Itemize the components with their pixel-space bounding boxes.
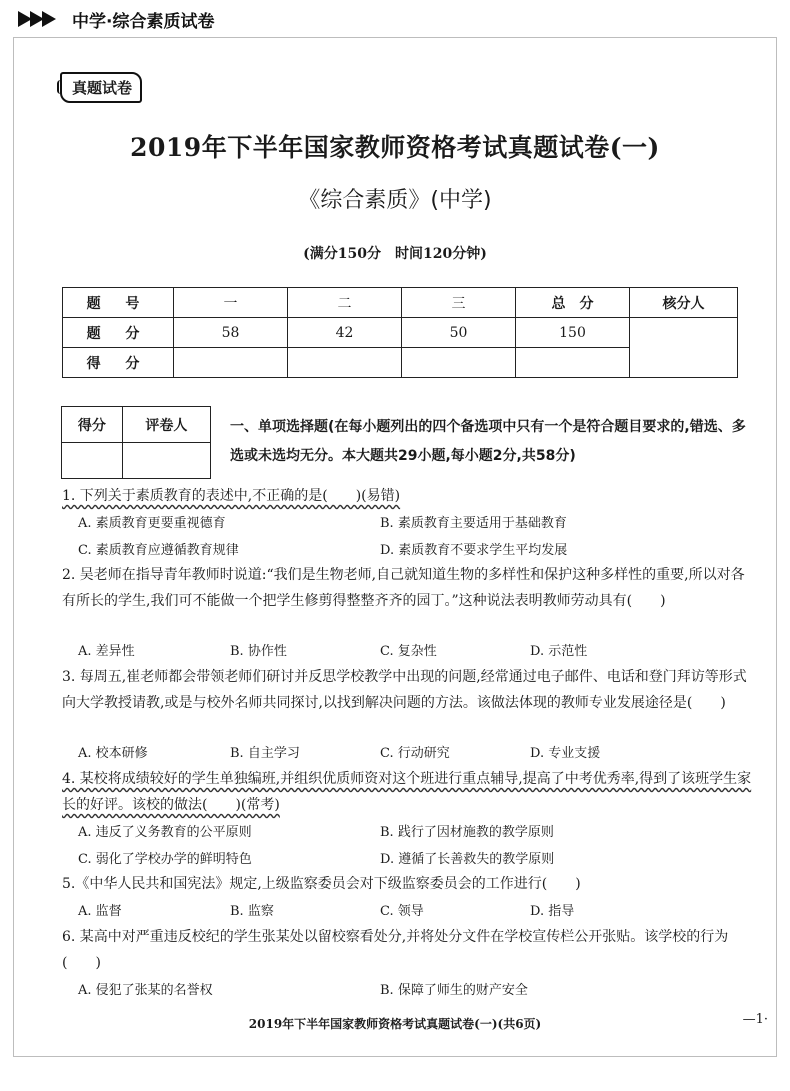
running-header — [18, 4, 214, 34]
table-cell: 题 号 — [63, 288, 174, 318]
grader-box — [61, 406, 211, 479]
option-item[interactable]: A. 校本研修 — [78, 746, 148, 761]
question-stem: 4. 某校将成绩较好的学生单独编班,并组织优质师资对这个班进行重点辅导,提高了中考优秀率,得到了该班学生家长的好评。该校的做法( )(常考) — [62, 771, 752, 813]
option-item[interactable]: B. 保障了师生的财产安全 — [380, 983, 528, 998]
table-cell: 150 — [516, 318, 630, 348]
table-cell: 核分人 — [630, 288, 738, 318]
option-item[interactable]: C. 素质教育应遵循教育规律 — [78, 543, 239, 558]
table-cell: 得 分 — [63, 348, 174, 378]
option-item[interactable]: C. 弱化了学校办学的鲜明特色 — [78, 852, 252, 867]
option-item[interactable]: A. 违反了义务教育的公平原则 — [78, 825, 252, 840]
table-cell: 二 — [288, 288, 402, 318]
grader-score-label: 得分 — [62, 407, 123, 443]
grader-signature-cell[interactable] — [630, 318, 738, 378]
option-item[interactable]: A. 素质教育更要重视德育 — [78, 516, 226, 531]
option-item[interactable]: B. 监察 — [230, 904, 274, 919]
table-cell: 三 — [402, 288, 516, 318]
score-entry-cell[interactable] — [288, 348, 402, 378]
table-cell: 一 — [174, 288, 288, 318]
score-table — [62, 287, 738, 378]
exam-info: (满分150分 时间120分钟) — [303, 246, 487, 262]
option-item[interactable]: B. 自主学习 — [230, 746, 300, 761]
question-stem: 3. 每周五,崔老师都会带领老师们研讨并反思学校教学中出现的问题,经常通过电子邮件、电话和登门拜访等形式向大学教授请教,或是与校外名师共同探讨,以找到解决问题的方法。该做法体现的教师专业发展途径是( ) — [62, 669, 747, 711]
score-entry-cell[interactable] — [174, 348, 288, 378]
score-entry-cell[interactable] — [402, 348, 516, 378]
page-footer: 2019年下半年国家教师资格考试真题试卷(一)(共6页) — [248, 1017, 542, 1031]
option-item[interactable]: B. 素质教育主要适用于基础教育 — [380, 516, 567, 531]
table-cell: 题 分 — [63, 318, 174, 348]
table-cell: 42 — [288, 318, 402, 348]
grader-name-cell[interactable] — [122, 443, 210, 479]
option-item[interactable]: A. 侵犯了张某的名誉权 — [78, 983, 213, 998]
option-item[interactable]: D. 遵循了长善救失的教学原则 — [380, 852, 555, 867]
option-item[interactable]: C. 领导 — [380, 904, 424, 919]
page-number: —1· — [742, 1012, 768, 1027]
option-item[interactable]: D. 示范性 — [530, 644, 588, 659]
option-item[interactable]: D. 指导 — [530, 904, 575, 919]
question-stem: 6. 某高中对严重违反校纪的学生张某处以留校察看处分,并将处分文件在学校宣传栏公开张贴。该学校的行为( ) — [62, 929, 729, 971]
option-item[interactable]: D. 素质教育不要求学生平均发展 — [380, 543, 568, 558]
table-cell: 50 — [402, 318, 516, 348]
table-row — [63, 288, 738, 318]
option-item[interactable]: A. 监督 — [78, 904, 122, 919]
table-cell: 58 — [174, 318, 288, 348]
exam-badge: 真题试卷 — [60, 72, 142, 103]
page-title: 2019年下半年国家教师资格考试真题试卷(一) — [130, 133, 660, 162]
double-arrow-icon — [18, 10, 60, 28]
option-item[interactable]: B. 协作性 — [230, 644, 287, 659]
score-entry-cell[interactable] — [516, 348, 630, 378]
question-stem: 5.《中华人民共和国宪法》规定,上级监察委员会对下级监察委员会的工作进行( ) — [62, 876, 581, 892]
grader-name-label: 评卷人 — [122, 407, 210, 443]
grader-score-cell[interactable] — [62, 443, 123, 479]
table-row — [63, 318, 738, 348]
question-stem: 2. 吴老师在指导青年教师时说道:“我们是生物老师,自己就知道生物的多样性和保护这种多样性的重要,所以对各有所长的学生,我们可不能做一个把学生修剪得整整齐齐的园丁。”这种说法表明教师劳动具有( ) — [62, 567, 745, 609]
option-item[interactable]: B. 践行了因材施教的教学原则 — [380, 825, 554, 840]
option-item[interactable]: A. 差异性 — [78, 644, 135, 659]
option-item[interactable]: C. 行动研究 — [380, 746, 450, 761]
page-subtitle: 《综合素质》(中学) — [298, 188, 492, 213]
table-cell: 总 分 — [516, 288, 630, 318]
header-text: 中学·综合素质试卷 — [72, 11, 215, 32]
section-heading: 一、单项选择题(在每小题列出的四个备选项中只有一个是符合题目要求的,错选、多选或未选均无分。本大题共29小题,每小题2分,共58分) — [230, 419, 746, 464]
option-item[interactable]: D. 专业支援 — [530, 746, 601, 761]
question-stem: 1. 下列关于素质教育的表述中,不正确的是( )(易错) — [62, 488, 401, 504]
option-item[interactable]: C. 复杂性 — [380, 644, 437, 659]
